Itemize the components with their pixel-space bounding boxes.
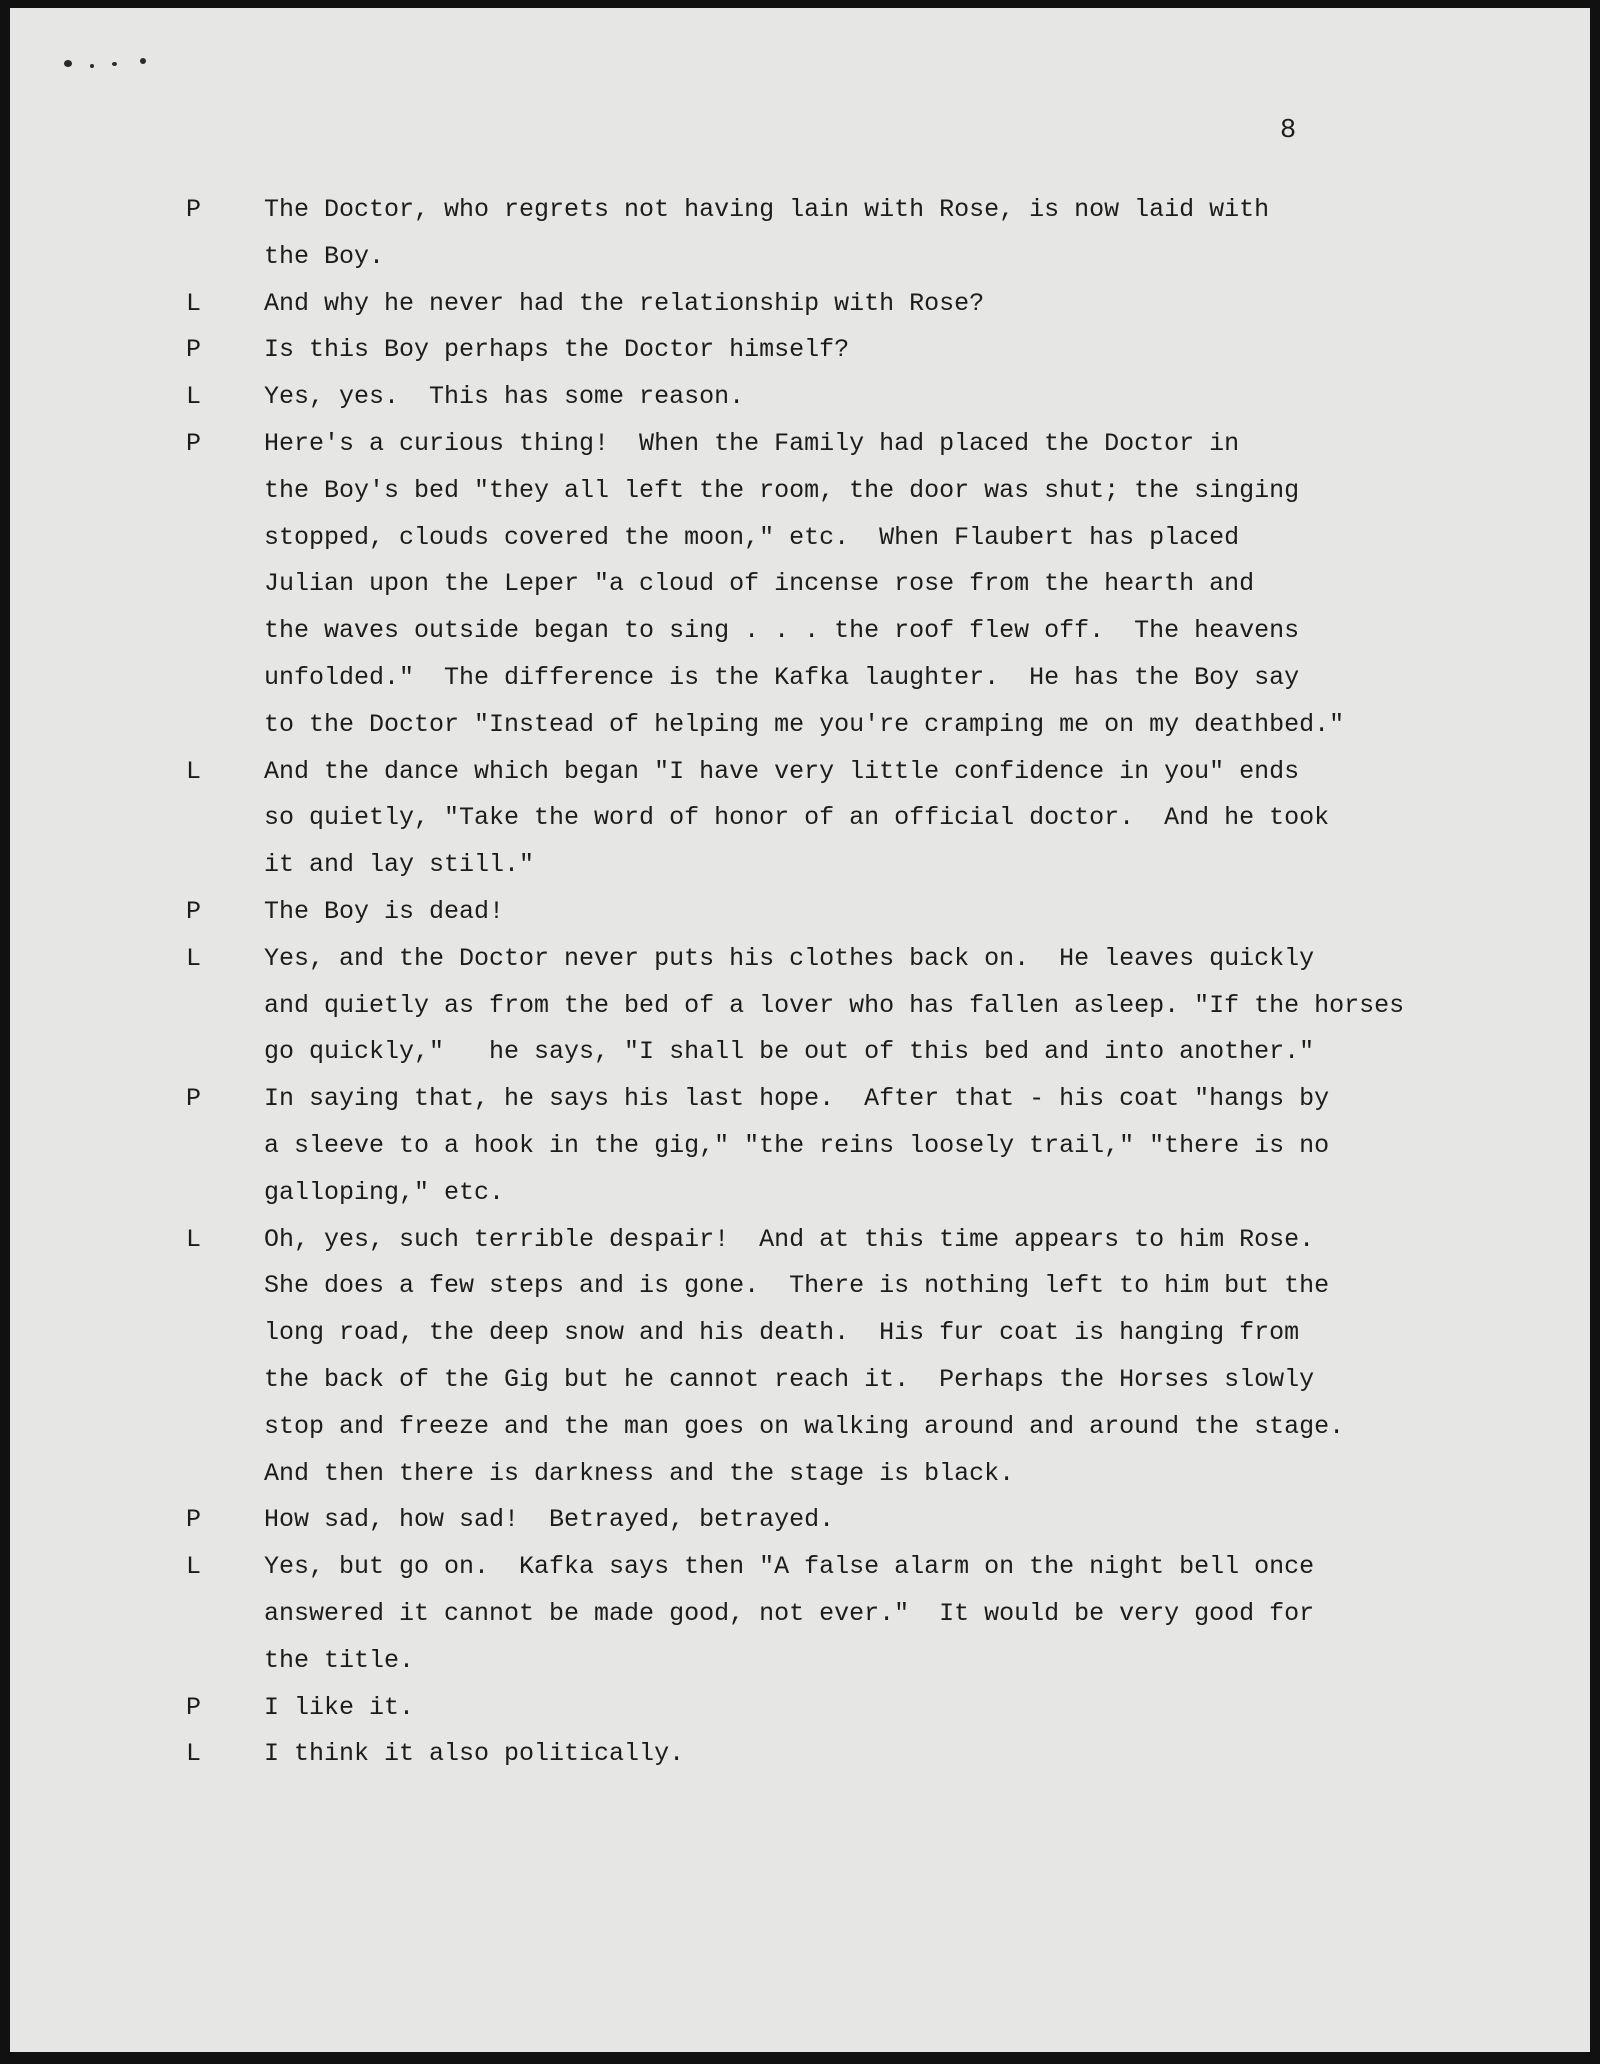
speaker-label: L <box>186 1552 202 1582</box>
text-line: stop and freeze and the man goes on walking around and around the stage. <box>264 1411 1345 1441</box>
speech-text <box>264 327 1464 374</box>
text-line: And the dance which began "I have very little confidence in you" ends <box>264 756 1300 786</box>
text-line: Yes, but go on. Kafka says then "A false alarm on the night bell once <box>264 1552 1315 1582</box>
speech-text <box>264 1544 1464 1684</box>
speaker-label: L <box>186 943 202 973</box>
text-line: it and lay still." <box>264 850 535 880</box>
speaker-label: P <box>186 896 202 926</box>
text-line: answered it cannot be made good, not ever." It would be very good for <box>264 1598 1315 1628</box>
speaker-label: L <box>186 1224 202 1254</box>
dialogue <box>0 187 1600 1778</box>
speaker-label: P <box>186 1505 202 1535</box>
dialogue-turn <box>0 421 1600 749</box>
speech-text <box>264 281 1464 328</box>
text-line: Yes, yes. This has some reason. <box>264 382 745 412</box>
text-line: The Doctor, who regrets not having lain with Rose, is now laid with <box>264 195 1270 224</box>
text-line: How sad, how sad! Betrayed, betrayed. <box>264 1505 835 1535</box>
dialogue-turn <box>0 1685 1600 1732</box>
dialogue-turn <box>0 1731 1600 1778</box>
speech-text <box>264 1497 1464 1544</box>
text-line: I think it also politically. <box>264 1739 685 1769</box>
text-line: I like it. <box>264 1692 415 1722</box>
speech-text <box>264 187 1464 281</box>
text-line: stopped, clouds covered the moon," etc. When Flaubert has placed <box>264 522 1240 552</box>
speech-text <box>264 749 1464 889</box>
text-line: the back of the Gig but he cannot reach it. Perhaps the Horses slowly <box>264 1364 1315 1394</box>
text-line: and quietly as from the bed of a lover who has fallen asleep. "If the horses <box>264 990 1405 1020</box>
speech-text <box>264 1685 1464 1732</box>
speaker-label: P <box>186 1692 202 1722</box>
text-line: the Boy's bed "they all left the room, the door was shut; the singing <box>264 475 1300 505</box>
dialogue-turn <box>0 1076 1600 1216</box>
text-line: And why he never had the relationship with Rose? <box>264 288 985 318</box>
text-line: a sleeve to a hook in the gig," "the reins loosely trail," "there is no <box>264 1130 1330 1160</box>
ink-speck <box>64 60 72 67</box>
dialogue-turn <box>0 1497 1600 1544</box>
speech-text <box>264 1731 1464 1778</box>
text-line: The Boy is dead! <box>264 896 505 926</box>
speech-text <box>264 1076 1464 1216</box>
text-line: In saying that, he says his last hope. After that - his coat "hangs by <box>264 1084 1330 1114</box>
text-line: the waves outside began to sing . . . the roof flew off. The heavens <box>264 616 1300 646</box>
text-line: Oh, yes, such terrible despair! And at this time appears to him Rose. <box>264 1224 1315 1254</box>
text-line: galloping," etc. <box>264 1177 505 1207</box>
speaker-label: P <box>186 195 202 224</box>
speaker-label: L <box>186 1739 202 1769</box>
ink-speck <box>90 64 94 68</box>
speech-text <box>264 374 1464 421</box>
speaker-label: L <box>186 288 202 318</box>
ink-speck <box>140 58 146 64</box>
dialogue-turn <box>0 187 1600 281</box>
dialogue-turn <box>0 374 1600 421</box>
dialogue-turn <box>0 327 1600 374</box>
text-line: the title. <box>264 1645 415 1675</box>
speech-text <box>264 889 1464 936</box>
dialogue-turn <box>0 1217 1600 1498</box>
speaker-label: P <box>186 428 202 458</box>
text-line: go quickly," he says, "I shall be out of this bed and into another." <box>264 1037 1315 1067</box>
speech-text <box>264 1217 1464 1498</box>
dialogue-turn <box>0 749 1600 889</box>
text-line: Is this Boy perhaps the Doctor himself? <box>264 335 850 365</box>
page-number: 8 <box>1280 116 1297 146</box>
text-line: so quietly, "Take the word of honor of an official doctor. And he took <box>264 803 1330 833</box>
text-line: unfolded." The difference is the Kafka laughter. He has the Boy say <box>264 662 1300 692</box>
text-line: She does a few steps and is gone. There is nothing left to him but the <box>264 1271 1330 1301</box>
speaker-label: L <box>186 756 202 786</box>
text-line: And then there is darkness and the stage is black. <box>264 1458 1015 1488</box>
dialogue-turn <box>0 936 1600 1076</box>
dialogue-turn <box>0 1544 1600 1684</box>
text-line: to the Doctor "Instead of helping me you're cramping me on my deathbed." <box>264 709 1345 739</box>
speech-text <box>264 936 1464 1076</box>
ink-speck <box>112 62 117 66</box>
text-line: Julian upon the Leper "a cloud of incense rose from the hearth and <box>264 569 1255 599</box>
speech-text <box>264 421 1464 749</box>
speaker-label: P <box>186 1084 202 1114</box>
speaker-label: L <box>186 382 202 412</box>
dialogue-turn <box>0 281 1600 328</box>
text-line: long road, the deep snow and his death. His fur coat is hanging from <box>264 1318 1300 1348</box>
dialogue-turn <box>0 889 1600 936</box>
text-line: Yes, and the Doctor never puts his clothes back on. He leaves quickly <box>264 943 1315 973</box>
text-line: Here's a curious thing! When the Family had placed the Doctor in <box>264 428 1240 458</box>
text-line: the Boy. <box>264 241 385 271</box>
speaker-label: P <box>186 335 202 365</box>
